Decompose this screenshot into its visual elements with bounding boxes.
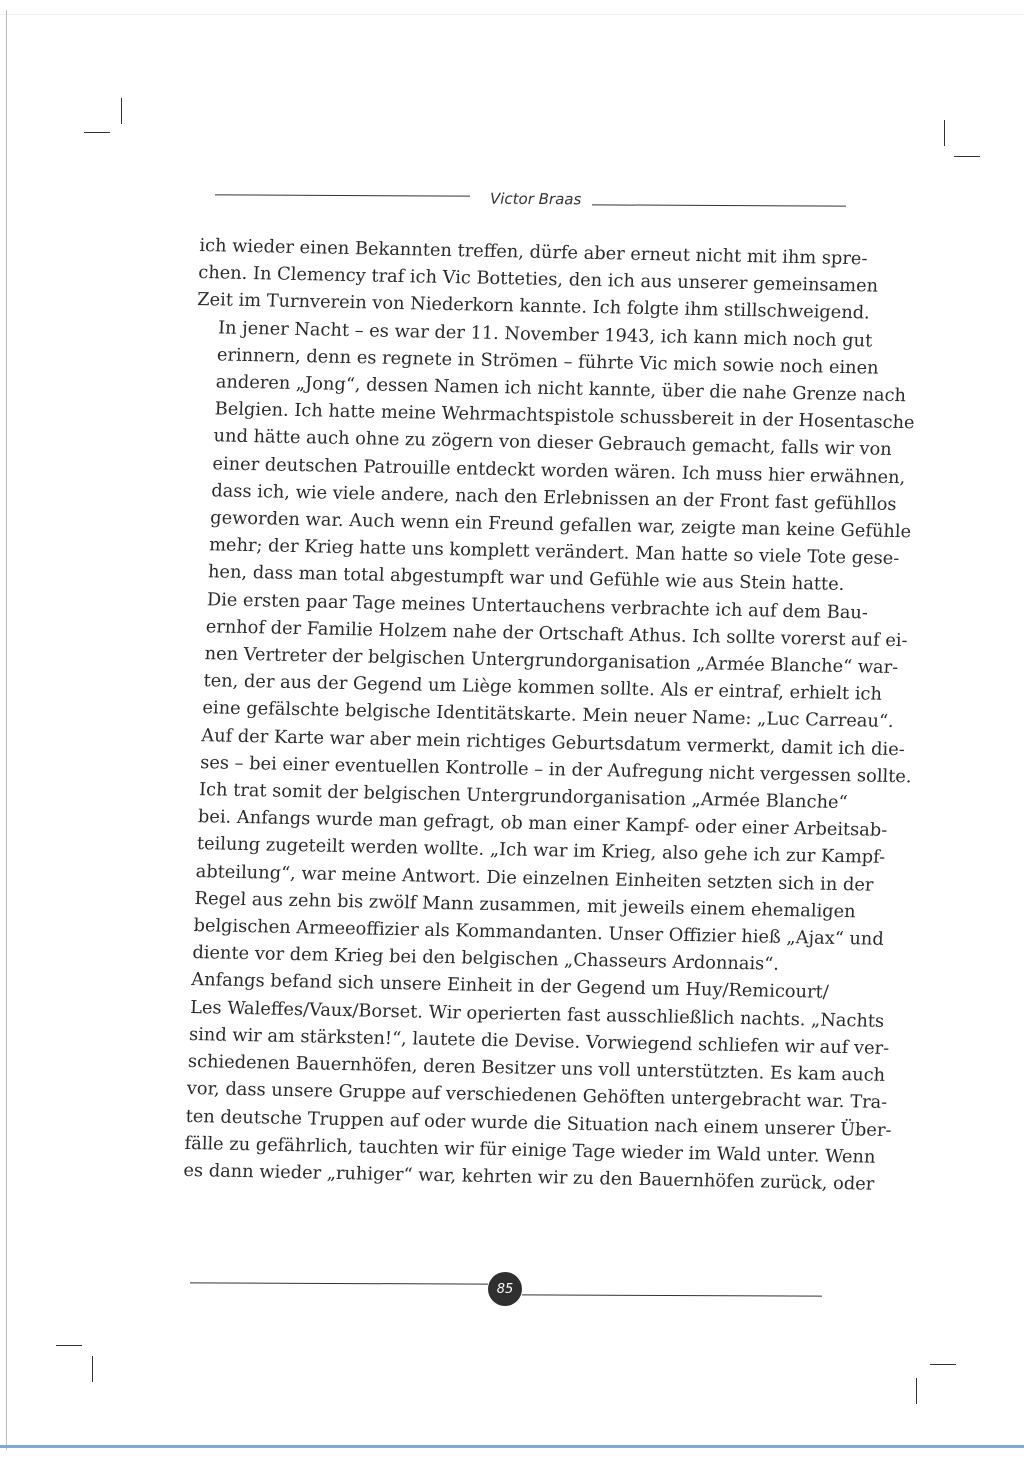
text-line: und hätte auch ohne zu zögern von dieser Gebrauch gemacht, falls wir von [213,425,893,461]
text-line: anderen „Jong“, dessen Namen ich nicht kannte, über die nahe Grenze nach [215,371,907,407]
footer-rule-left [190,1282,488,1284]
header-rule-left [215,194,470,196]
crop-mark-bottom-left-vertical [92,1356,93,1382]
text-line: einer deutschen Patrouille entdeckt worden wären. Ich muss hier erwähnen, [212,452,906,488]
paragraph [196,232,879,326]
text-line: ernhof der Familie Holzem nahe der Ortschaft Athus. Ich sollte vorerst auf ei- [205,616,908,652]
paragraph [161,966,892,1196]
text-line: Ich trat somit der belgischen Untergrundorganisation „Armée Blanche“ [198,779,849,814]
scan-edge-top [0,14,1024,15]
text-line: vor, dass unsere Gruppe auf verschiedenen Gehöften untergebracht war. Tra- [186,1078,888,1114]
text-line: In jener Nacht – es war der 11. November 1943, ich kann mich noch gut [217,316,873,352]
text-line: belgischen Armeeoffizier als Kommandanten. Unser Offizier hieß „Ajax“ und [193,915,885,950]
header-rule-right [592,204,846,206]
crop-mark-bottom-right-vertical [916,1378,917,1404]
crop-mark-top-right-vertical [944,120,945,146]
body-text [161,232,915,1196]
text-line: Les Waleffes/Vaux/Borset. Wir operierten fast ausschließlich nachts. „Nachts [189,996,885,1032]
text-line: Regel aus zehn bis zwölf Mann zusammen, mit jeweils einem ehemaligen [194,887,857,923]
crop-mark-bottom-left-horizontal [56,1345,82,1346]
crop-mark-bottom-right-horizontal [930,1364,956,1365]
text-line: Belgien. Ich hatte meine Wehrmachtspistole schussbereit in der Hosentasche [214,398,915,434]
running-head: Victor Braas [489,189,582,209]
text-line: diente vor dem Krieg bei den belgischen „Chasseurs Ardonnais“. [192,942,780,976]
text-line: hen, dass man total abgestumpft war und Gefühle wie aus Stein hatte. [207,561,845,596]
text-line: ses – bei einer eventuellen Kontrolle – in der Aufregung nicht vergessen sollte. [199,751,912,788]
footer-rule-right [522,1294,822,1296]
text-line: fälle zu gefährlich, tauchten wir für einige Tage wieder im Wald unter. Wenn [184,1132,876,1168]
text-line: ich wieder einen Bekannten treffen, dürfe aber erneut nicht mit ihm spre- [199,234,868,270]
text-line: schiedenen Bauernhöfen, deren Besitzer uns voll unterstützten. Es kam auch [187,1051,886,1087]
scan-bottom-band [0,1445,1024,1448]
text-line: Die ersten paar Tage meines Untertauchens verbrachte ich auf dem Bau- [206,588,869,624]
text-line: ten deutsche Truppen auf oder wurde die Situation nach einem unserer Über- [185,1105,892,1141]
paragraph [185,314,915,599]
text-line: geworden war. Auch wenn ein Freund gefallen war, zeigte man keine Gefühle [209,507,912,543]
page-number: 85 [488,1272,522,1306]
crop-mark-top-left-vertical [121,98,122,124]
crop-mark-top-left-horizontal [84,132,110,133]
text-line: es dann wieder „ruhiger“ war, kehrten wir zu den Bauernhöfen zurück, oder [183,1159,875,1195]
text-line: Zeit im Turnverein von Niederkorn kannte. Ich folgte ihm stillschweigend. [196,289,871,324]
paragraph [170,776,888,979]
text-line: eine gefälschte belgische Identitätskarte. Mein neuer Name: „Luc Carreau“. [202,697,895,733]
paragraph [178,585,912,788]
text-line: nen Vertreter der belgischen Untergrundorganisation „Armée Blanche“ war- [204,643,899,679]
text-line: teilung zugeteilt werden wollte. „Ich war im Krieg, also gehe ich zur Kampf- [196,833,886,869]
text-line: chen. In Clemency traf ich Vic Botteties, den ich aus unserer gemeinsamen [197,262,879,297]
text-line: Auf der Karte war aber mein richtiges Geburtsdatum vermerkt, damit ich die- [200,724,906,760]
text-line: abteilung“, war meine Antwort. Die einzelnen Einheiten setzten sich in der [195,860,874,896]
text-line: mehr; der Krieg hatte uns komplett verändert. Man hatte so viele Tote gese- [208,534,900,570]
text-line: Anfangs befand sich unsere Einheit in der Gegend um Huy/Remicourt/ [190,969,830,1004]
text-line: ten, der aus der Gegend um Liège kommen sollte. Als er eintraf, erhielt ich [203,670,883,706]
scan-edge-left [6,10,7,1450]
text-line: sind wir am stärksten!“, lautete die Devise. Vorwiegend schliefen wir auf ver- [188,1023,890,1059]
text-line: dass ich, wie viele andere, nach den Erlebnissen an der Front fast gefühllos [210,480,897,515]
crop-mark-top-right-horizontal [954,156,980,157]
text-line: erinnern, denn es regnete in Strömen – führte Vic mich sowie noch einen [216,344,879,379]
text-line: bei. Anfangs wurde man gefragt, ob man einer Kampf- oder einer Arbeitsab- [197,806,888,842]
